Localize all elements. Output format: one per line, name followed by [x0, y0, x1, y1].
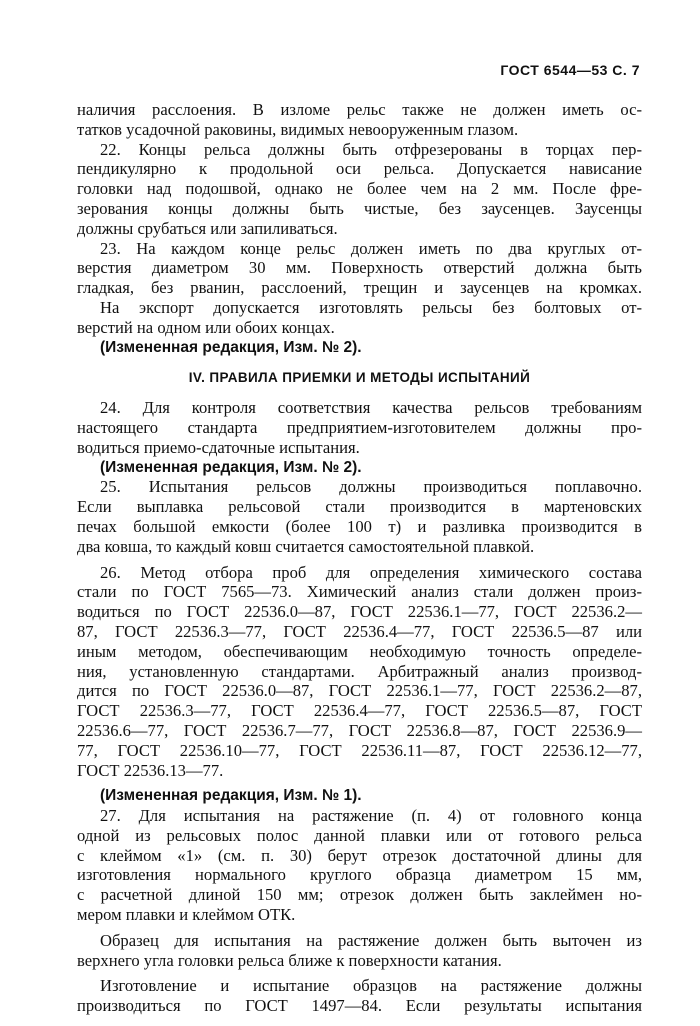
- text-line: гладкая, без рванин, расслоений, трещин и заусенцев на кромках.: [77, 278, 642, 298]
- document-body: [77, 100, 642, 1016]
- text-line: водиться по ГОСТ 22536.0—87, ГОСТ 22536.1—77, ГОСТ 22536.2—: [77, 602, 642, 622]
- amendment-note: (Измененная редакция, Изм. № 2).: [100, 458, 362, 476]
- page-header: ГОСТ 6544—53 С. 7: [500, 62, 640, 78]
- text-line: изготовления нормального круглого образца диаметром 15 мм,: [77, 865, 642, 885]
- amendment-note: (Измененная редакция, Изм. № 2).: [100, 338, 362, 356]
- text-line: наличия расслоения. В изломе рельс также не должен иметь ос-: [77, 100, 642, 119]
- text-line: дится по ГОСТ 22536.0—87, ГОСТ 22536.1—77, ГОСТ 22536.2—87,: [77, 681, 642, 701]
- text-line: настоящего стандарта предприятием-изготовителем должны про-: [77, 417, 642, 437]
- text-line: верхнего угла головки рельса ближе к поверхности катания.: [77, 950, 502, 970]
- text-line: водиться приемо-сдаточные испытания.: [77, 437, 360, 457]
- text-line: 87, ГОСТ 22536.3—77, ГОСТ 22536.4—77, ГОСТ 22536.5—87 или: [77, 621, 642, 641]
- text-line: производиться по ГОСТ 1497—84. Если результаты испытания: [77, 996, 642, 1016]
- paragraph-22: 22. Концы рельса должны быть отфрезерованы в торцах пер-: [100, 139, 642, 159]
- paragraph-24: 24. Для контроля соответствия качества рельсов требованиям: [100, 398, 642, 418]
- text-line: с клеймом «1» (см. п. 30) берут отрезок достаточной длины для: [77, 845, 642, 865]
- text-line: зерования концы должны быть чистые, без заусенцев. Заусенцы: [77, 198, 642, 218]
- text-line: Изготовление и испытание образцов на растяжение должны: [100, 976, 642, 996]
- text-line: верстий на одном или обоих концах.: [77, 317, 335, 337]
- amendment-note: (Измененная редакция, Изм. № 1).: [100, 787, 362, 805]
- text-line: пендикулярно к продольной оси рельса. Допускается нависание: [77, 159, 642, 179]
- text-line: печах большой емкости (более 100 т) и разливка производится в: [77, 516, 642, 536]
- text-line: татков усадочной раковины, видимых невооруженным глазом.: [77, 119, 519, 139]
- text-line: два ковша, то каждый ковш считается самостоятельной плавкой.: [77, 536, 535, 556]
- text-line: одной из рельсовых полос данной плавки или от готового рельса: [77, 825, 642, 845]
- text-line: верстия диаметром 30 мм. Поверхность отверстий должна быть: [77, 258, 642, 278]
- text-line: На экспорт допускается изготовлять рельсы без болтовых от-: [100, 297, 642, 317]
- text-line: стали по ГОСТ 7565—73. Химический анализ стали должен произ-: [77, 582, 642, 602]
- paragraph-27: 27. Для испытания на растяжение (п. 4) от головного конца: [100, 806, 642, 826]
- text-line: должны срубаться или запиливаться.: [77, 218, 338, 238]
- text-line: головки над подошвой, однако не более чем на 2 мм. После фре-: [77, 179, 642, 199]
- text-line: Образец для испытания на растяжение должен быть выточен из: [100, 930, 642, 950]
- paragraph-26: 26. Метод отбора проб для определения химического состава: [100, 562, 642, 582]
- section-heading: IV. ПРАВИЛА ПРИЕМКИ И МЕТОДЫ ИСПЫТАНИЙ: [188, 370, 531, 386]
- text-line: 77, ГОСТ 22536.10—77, ГОСТ 22536.11—87, ГОСТ 22536.12—77,: [77, 740, 642, 760]
- text-line: иным методом, обеспечивающим необходимую точность определе-: [77, 641, 642, 661]
- paragraph-23: 23. На каждом конце рельс должен иметь по два круглых от-: [100, 238, 642, 258]
- text-line: мером плавки и клеймом ОТК.: [77, 905, 296, 925]
- text-line: ния, установленную стандартами. Арбитражный анализ производ-: [77, 661, 642, 681]
- text-line: ГОСТ 22536.3—77, ГОСТ 22536.4—77, ГОСТ 22536.5—87, ГОСТ: [77, 701, 642, 721]
- paragraph-25: 25. Испытания рельсов должны производиться поплавочно.: [100, 477, 642, 497]
- text-line: 22536.6—77, ГОСТ 22536.7—77, ГОСТ 22536.8—87, ГОСТ 22536.9—: [77, 720, 642, 740]
- text-line: с расчетной длиной 150 мм; отрезок должен быть заклеймен но-: [77, 885, 642, 905]
- text-line: Если выплавка рельсовой стали производится в мартеновских: [77, 497, 642, 517]
- text-line: ГОСТ 22536.13—77.: [77, 760, 224, 780]
